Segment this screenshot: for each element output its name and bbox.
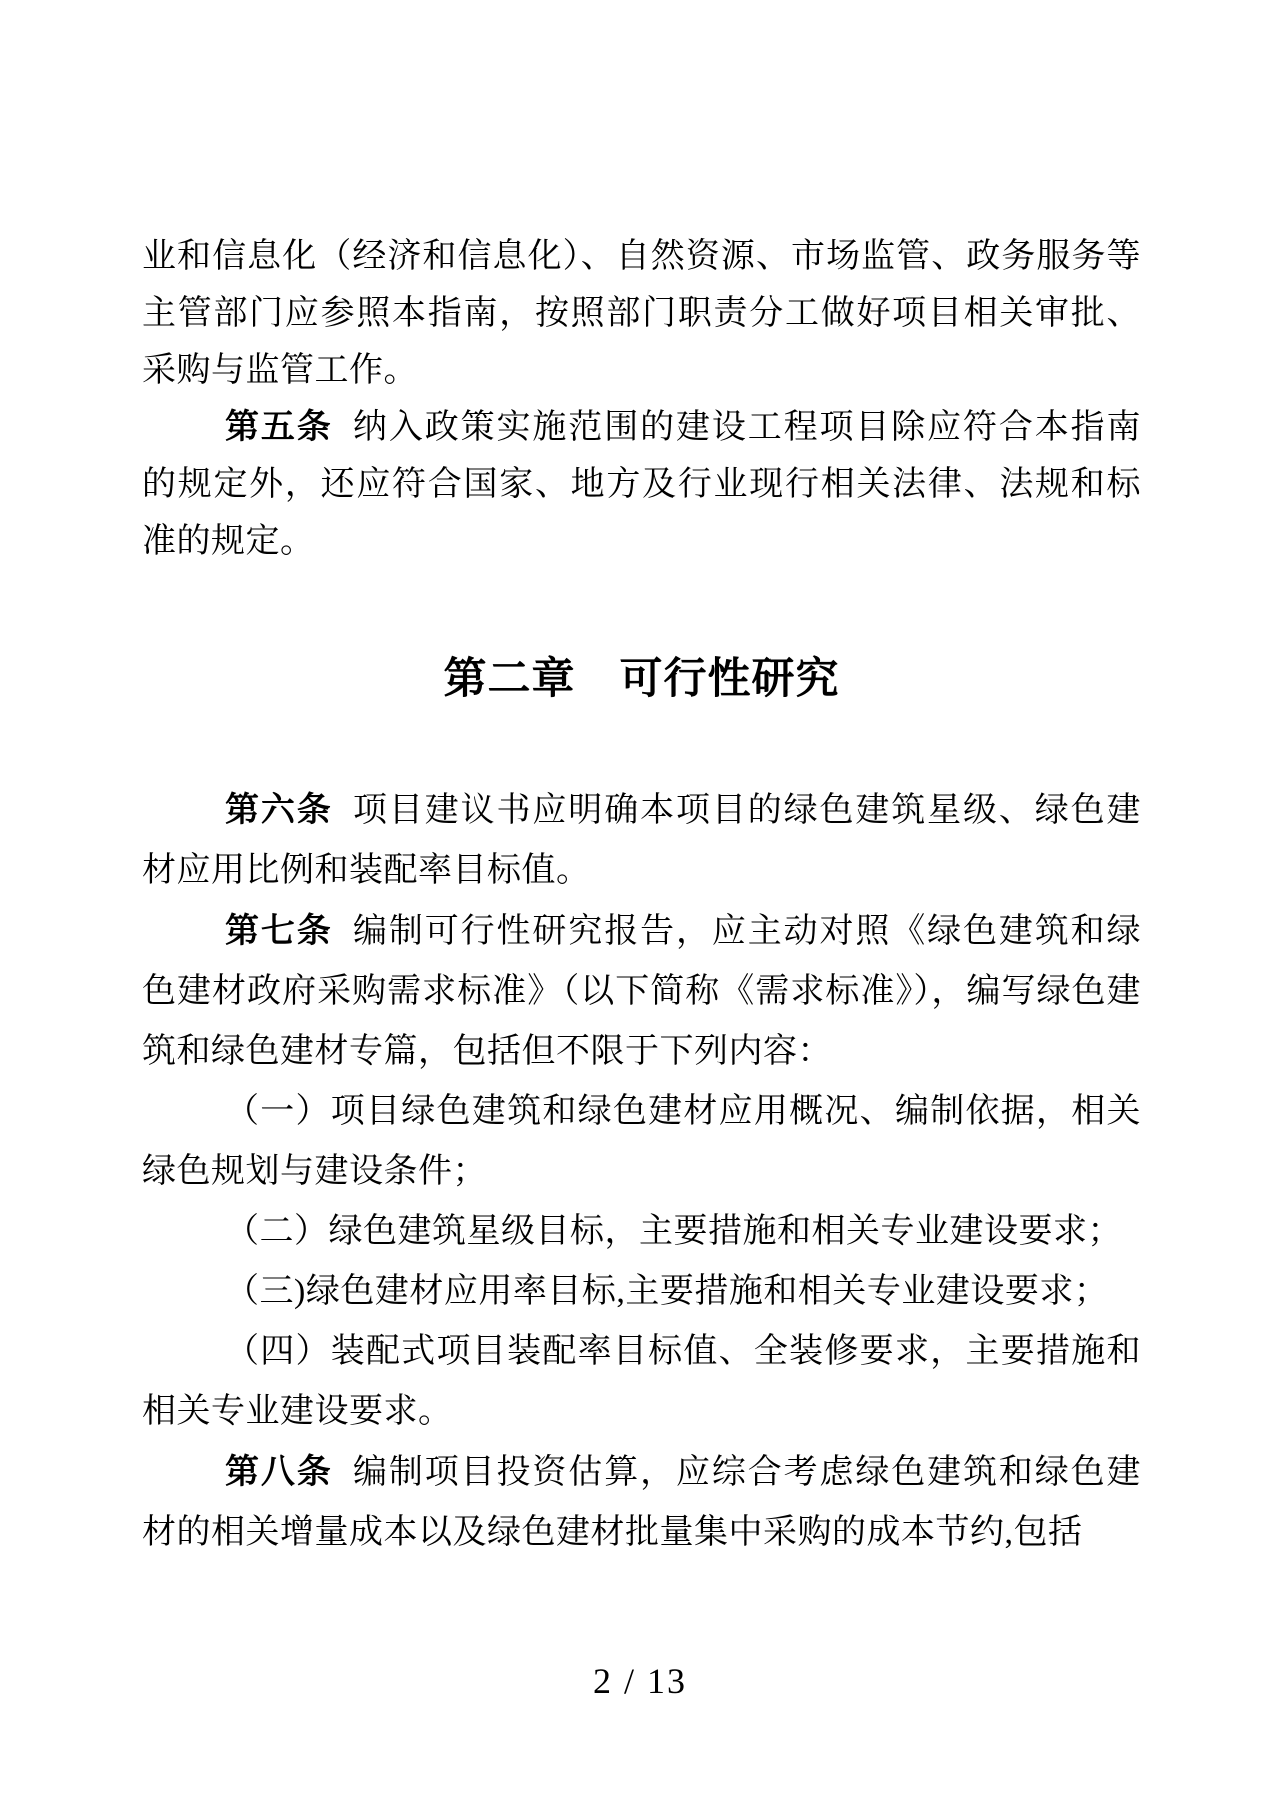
article-8-paragraph — [142, 1442, 1141, 1563]
list-item-text: （一）项目绿色建筑和绿色建材应用概况、编制依据，相关绿色规划与建设条件； — [142, 1093, 1141, 1190]
document-body — [142, 228, 1141, 1563]
paragraph-text: 项目建议书应明确本项目的绿色建筑星级、绿色建材应用比例和装配率目标值。 — [142, 792, 1142, 889]
article-6-number: 第六条 — [225, 791, 333, 829]
article-8-number: 第八条 — [225, 1453, 333, 1491]
chapter-2-heading: 第二章 可行性研究 — [443, 655, 840, 703]
list-item-text: （三)绿色建材应用率目标,主要措施和相关专业建设要求； — [225, 1273, 1109, 1310]
page-footer — [0, 1660, 1280, 1702]
list-item-2 — [142, 1202, 1141, 1262]
chapter-2-body — [142, 780, 1141, 1563]
paragraph-text: 纳入政策实施范围的建设工程项目除应符合本指南的规定外，还应符合国家、地方及行业现行相关法律、法规和标准的规定。 — [142, 409, 1142, 560]
list-item-1 — [142, 1082, 1141, 1202]
paragraph-continuation — [142, 228, 1141, 399]
paragraph-text: 业和信息化（经济和信息化）、自然资源、市场监管、政务服务等主管部门应参照本指南，按照部门职责分工做好项目相关审批、采购与监管工作。 — [142, 238, 1141, 389]
list-item-text: （二）绿色建筑星级目标，主要措施和相关专业建设要求； — [225, 1213, 1122, 1250]
article-5-number: 第五条 — [225, 408, 333, 446]
article-7-number: 第七条 — [225, 912, 333, 950]
article-7-paragraph — [142, 901, 1141, 1082]
list-item-text: （四）装配式项目装配率目标值、全装修要求，主要措施和相关专业建设要求。 — [142, 1333, 1141, 1430]
article-5-paragraph — [142, 399, 1141, 570]
paragraph-text: 编制可行性研究报告，应主动对照《绿色建筑和绿色建材政府采购需求标准》（以下简称《需求标准》），编写绿色建筑和绿色建材专篇，包括但不限于下列内容： — [142, 913, 1142, 1070]
page-number: 2 / 13 — [592, 1661, 687, 1701]
list-item-4 — [142, 1322, 1141, 1442]
paragraph-text: 编制项目投资估算，应综合考虑绿色建筑和绿色建材的相关增量成本以及绿色建材批量集中采购的成本节约,包括 — [142, 1454, 1142, 1551]
list-item-3 — [142, 1262, 1141, 1322]
article-6-paragraph — [142, 780, 1141, 901]
